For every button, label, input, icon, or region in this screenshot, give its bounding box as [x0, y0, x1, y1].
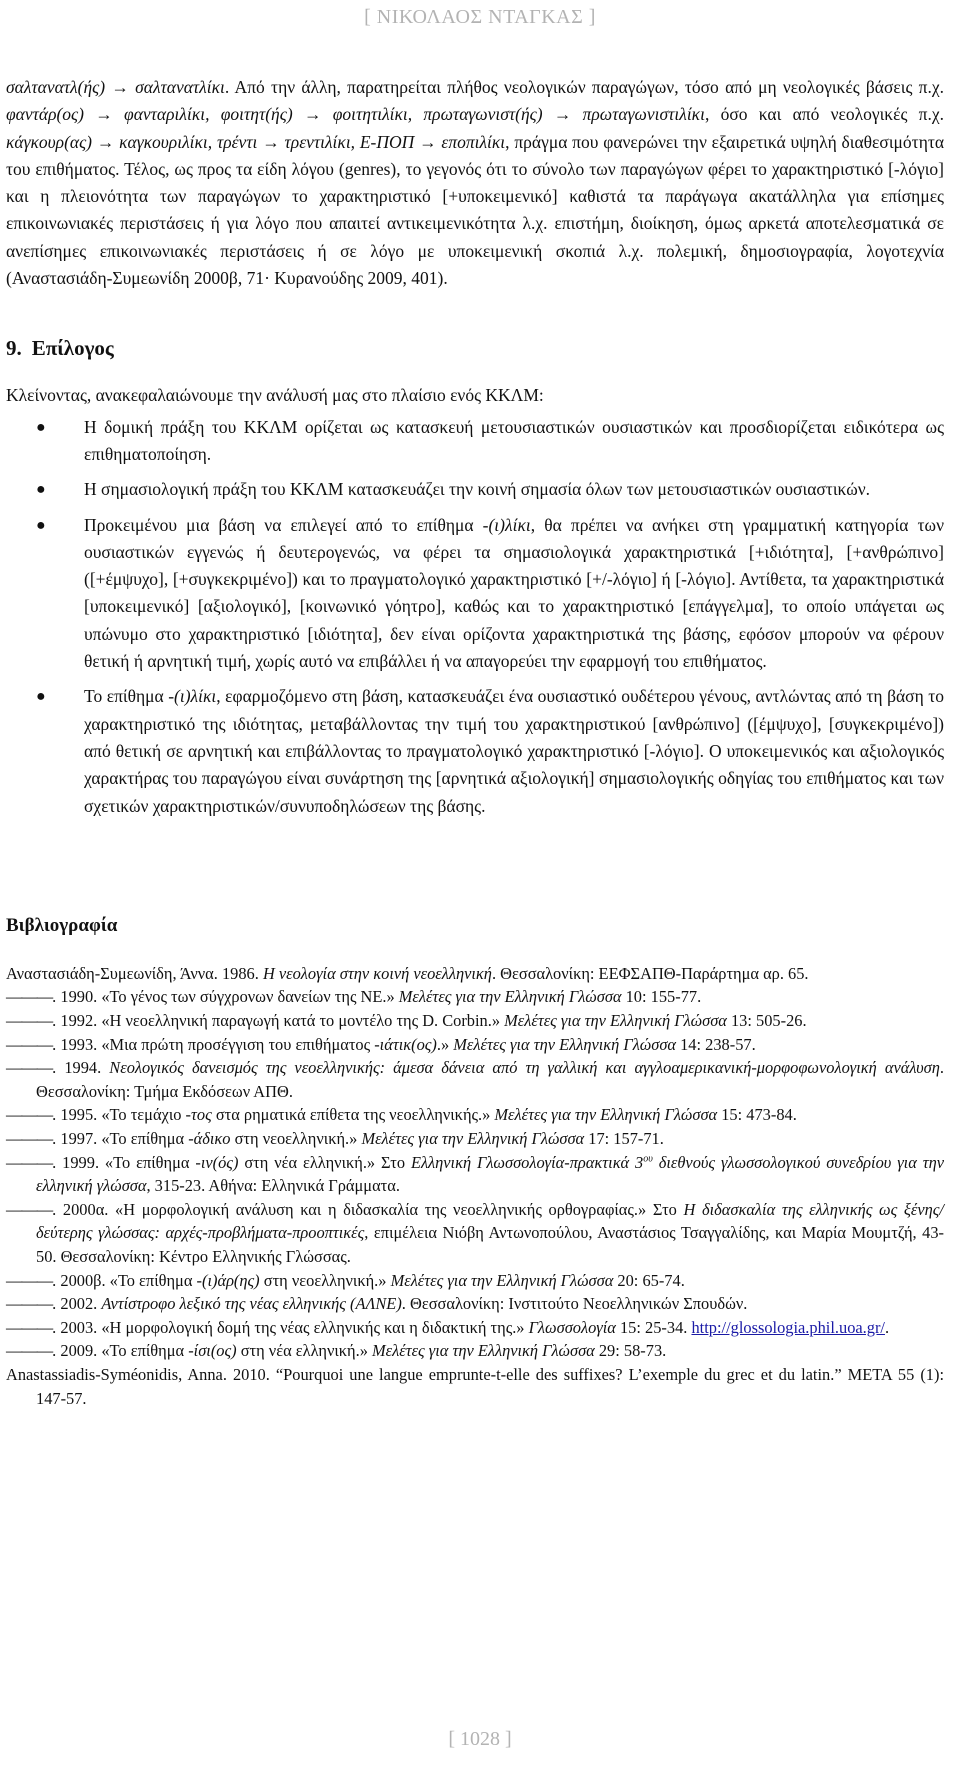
- page-body: [6, 74, 944, 1410]
- bib-entry: ———. 1993. «Μια πρώτη προσέγγιση του επιθήματος -ιάτικ(ος).» Μελέτες για την Ελληνική Γλώσσα 14: 238-57.: [6, 1034, 756, 1054]
- bullet-icon: ●: [36, 516, 46, 534]
- bib-entry: Αναστασιάδη-Συμεωνίδη, Άννα. 1986. Η νεολογία στην κοινή νεοελληνική. Θεσσαλονίκη: ΕΕΦΣΑΠΘ-Παράρτημα αρ. 65.: [6, 963, 809, 983]
- bib-entry: ———. 1999. «Το επίθημα -ιν(ός) στη νέα ελληνική.» Στο Ελληνική Γλωσσολογία-πρακτικά $3^{o\upsilon}$ διεθνούς γλωσσολογικού συνεδρίου για την ελληνική γλώσσα, 315-23. Αθήνα: Ελληνικά Γράμματα.: [6, 1152, 944, 1196]
- bib-entry: ———. 2000β. «Το επίθημα -(ι)άρ(ης) στη νεοελληνική.» Μελέτες για την Ελληνική Γλώσσα 20: 65-74.: [6, 1270, 685, 1290]
- bib-entry: ———. 2002. Αντίστροφο λεξικό της νέας ελληνικής (ΑΛΝΕ). Θεσσαλονίκη: Ινστιτούτο Νεοελληνικών Σπουδών.: [6, 1294, 748, 1314]
- bullet-icon: ●: [36, 418, 46, 436]
- page-number: [ 1028 ]: [448, 1728, 512, 1750]
- arrow-icon: →: [419, 131, 437, 152]
- section-intro: Κλείνοντας, ανακεφαλαιώνουμε την ανάλυσή μας στο πλαίσιο ενός ΚΚΛΜ:: [6, 385, 544, 406]
- arrow-icon: →: [553, 104, 572, 125]
- arrow-icon: →: [262, 131, 280, 152]
- list-item: ● Προκειμένου μια βάση να επιλεγεί από το επίθημα -(ι)λίκι, θα πρέπει να ανήκει στη γραμματική κατηγορία των ουσιαστικών εγγενώς ή δευτερογενώς, να φέρει τα σημασιολογικά χαρακτηριστικά [+ιδιότητα], [+ανθρώπινο] ([+έμψυχο], [+συγκεκριμένο]) και το πραγματολογικό χαρακτηριστικό [+/-λόγιο] ή [-λόγιο]. Αντίθετα, τα χαρακτηριστικά [υποκειμενικό] [αξιολογικό], [κοινωνικό γόητρο], καθώς και το χαρακτηριστικό [επάγγελμα], το οποίο υπάγεται ως υπώνυμο στο χαρακτηριστικό [ιδιότητα], δεν είναι ορίζοντα χαρακτηριστικά της βάσης, εφόσον μπορούν να φέρουν θετική ή αρνητική τιμή, χωρίς αυτό να επιβάλλει ή να απαγορεύει την εφαρμογή του επιθήματος.: [6, 512, 944, 676]
- bib-entry: ———. 2009. «Το επίθημα -ίσι(ος) στη νέα ελληνική.» Μελέτες για την Ελληνική Γλώσσα 29: 58-73.: [6, 1341, 667, 1361]
- bib-entry: ———. 2003. «Η μορφολογική δομή της νέας ελληνικής και η διδακτική της.» Γλωσσολογία 15: 25-34. http://glossologia.phil.uoa.gr/.: [6, 1317, 890, 1337]
- section-heading: [6, 334, 944, 362]
- arrow-icon: →: [95, 104, 113, 125]
- bullet-icon: ●: [36, 688, 46, 706]
- glossologia-link[interactable]: http://glossologia.phil.uoa.gr/: [691, 1317, 885, 1337]
- bib-entry: ———. 2000α. «Η μορφολογική ανάλυση και η διδασκαλία της νεοελληνικής ορθογραφίας.» Στο Η διδασκαλία της ελληνικής ως ξένης/δεύτερης γλώσσας: αρχές-προβλήματα-προοπτικές, επιμέλεια Νιόβη Αντωνοπούλου, Αναστάσιος Τσαγγαλίδης, και Μαρία Μουμτζή, 43-50. Θεσσαλονίκη: Κέντρο Ελληνικής Γλώσσας.: [6, 1199, 944, 1266]
- bib-entry: Anastassiadis-Syméonidis, Anna. 2010. “Pourquoi une langue emprunte-t-elle des suffixes? L’exemple du grec et du latin.” META 55 (1): 147-57.: [6, 1364, 944, 1408]
- list-item: ● Η σημασιολογική πράξη του ΚΚΛΜ κατασκευάζει την κοινή σημασία όλων των μετουσιαστικών ουσιαστικών.: [6, 476, 944, 503]
- bib-entry: ———. 1995. «Το τεμάχιο -τος στα ρηματικά επίθετα της νεοελληνικής.» Μελέτες για την Ελληνική Γλώσσα 15: 473-84.: [6, 1105, 797, 1125]
- section-title: Επίλογος: [31, 336, 114, 361]
- bullet-icon: ●: [36, 481, 46, 499]
- body-paragraph: σαλτανατλ(ής) → σαλτανατλίκι. Από την άλλη, παρατηρείται πλήθος νεολογικών παραγώγων, τόσο από μη νεολογικές βάσεις π.χ. φαντάρ(ος) → φανταριλίκι, φοιτητ(ής) → φοιτητιλίκι, πρωταγωνιστ(ής) → πρωταγωνιστιλίκι, όσο και από νεολογικές π.χ. κάγκουρ(ας) → καγκουριλίκι, τρέντι → τρεντιλίκι, Ε-ΠΟΠ → εποπιλίκι, πράγμα που φανερώνει την εξαιρετικά υψηλή διαθεσιμότητα του επιθήματος. Τέλος, ως προς τα είδη λόγου (genres), το γεγονός ότι το σύνολο των παραγώγων φέρει το χαρακτηριστικό [-λόγιο] και η πλειονότητα των παραγώγων το χαρακτηριστικό [+υποκειμενικό] καθιστά τα παράγωγα ακατάλληλα για επίσημες επικοινωνιακές περιστάσεις ή για λόγο που απαιτεί αντικειμενικότητα λ.χ. επιστήμη, διοίκηση, όμως αρκετά αποτελεσματικά σε ανεπίσημες επικοινωνιακές περιστάσεις ή σε λόγο με υποκειμενική σκοπιά λ.χ. πολεμική, δημοσιογραφία, λογοτεχνία (Αναστασιάδη-Συμεωνίδη 2000β, 71· Κυρανούδης 2009, 401).: [6, 77, 945, 289]
- arrow-icon: →: [111, 77, 129, 97]
- bibliography-heading: Βιβλιογραφία: [6, 914, 118, 936]
- arrow-icon: →: [303, 104, 322, 125]
- list-item: ● Το επίθημα -(ι)λίκι, εφαρμοζόμενο στη βάση, κατασκευάζει ένα ουσιαστικό ουδέτερου γένους, αντλώντας από τη βάση το χαρακτηριστικό της ιδιότητας, μεταβάλλοντας την τιμή του χαρακτηριστικού [ανθρώπινο] ([έμψυχο], [συγκεκριμένο]) από θετική σε αρνητική και επιβάλλοντας το πραγματολογικό χαρακτηριστικό [-λόγιο]. Ο υποκειμενικός και αξιολογικός χαρακτήρας του παραγώγου είναι συνάρτηση της [αρνητικά αξιολογική] σημασιολογικής οδηγίας του επιθήματος και των σχετικών χαρακτηριστικών/συνυποδηλώσεων της βάσης.: [6, 683, 944, 819]
- bib-entry: ———. 1990. «Το γένος των σύγχρονων δανείων της ΝΕ.» Μελέτες για την Ελληνική Γλώσσα 10: 155-77.: [6, 987, 702, 1007]
- bib-entry: ———. 1997. «Το επίθημα -άδικο στη νεοελληνική.» Μελέτες για την Ελληνική Γλώσσα 17: 157-71.: [6, 1128, 664, 1148]
- bib-entry: ———. 1992. «Η νεοελληνική παραγωγή κατά το μοντέλο της D. Corbin.» Μελέτες για την Ελληνική Γλώσσα 13: 505-26.: [6, 1011, 807, 1031]
- summary-list: [6, 414, 944, 820]
- list-item: ● Η δομική πράξη του ΚΚΛΜ ορίζεται ως κατασκευή μετουσιαστικών ουσιαστικών και προσδιορίζεται ειδικότερα ως επιθηματοποίηση.: [6, 414, 944, 469]
- bibliography-list: [6, 962, 944, 1410]
- arrow-icon: →: [96, 131, 115, 152]
- running-header: [ ΝΙΚΟΛΑΟΣ ΝΤΑΓΚΑΣ ]: [364, 6, 596, 28]
- bib-entry: ———. 1994. Νεολογικός δανεισμός της νεοελληνικής: άμεσα δάνεια από τη γαλλική και αγγλοαμερικανική-μορφοφωνολογική ανάλυση. Θεσσαλονίκη: Τμήμα Εκδόσεων ΑΠΘ.: [6, 1058, 944, 1101]
- section-number: 9.: [6, 336, 22, 361]
